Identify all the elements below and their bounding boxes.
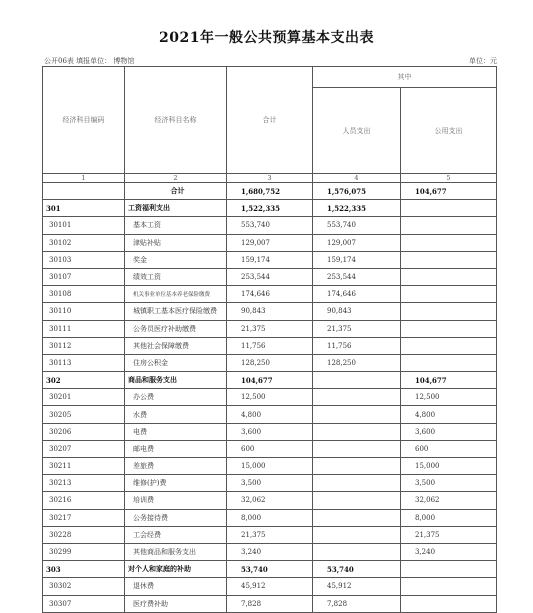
cell-public: [401, 217, 497, 234]
cell-personnel: 128,250: [313, 354, 401, 371]
cell-name: 培训费: [125, 492, 227, 509]
cell-public: 4,800: [401, 406, 497, 423]
cell-public: [401, 303, 497, 320]
cell-public: [401, 251, 497, 268]
cell-total: 128,250: [227, 354, 313, 371]
cell-public: 32,062: [401, 492, 497, 509]
table-row: [43, 354, 497, 371]
cell-total: 129,007: [227, 234, 313, 251]
cell-personnel: 11,756: [313, 337, 401, 354]
cell-total: 12,500: [227, 389, 313, 406]
cell-public: [401, 354, 497, 371]
table-row: [43, 337, 497, 354]
table-row: [43, 458, 497, 475]
cell-name: 邮电费: [125, 440, 227, 457]
cell-personnel: [313, 543, 401, 560]
cell-personnel: [313, 475, 401, 492]
cell-public: [401, 595, 497, 612]
header-total: 合计: [227, 67, 313, 174]
cell-total: 45,912: [227, 578, 313, 595]
cell-total: 21,375: [227, 526, 313, 543]
page-title: 2021年一般公共预算基本支出表: [159, 30, 374, 46]
budget-table: [42, 66, 497, 613]
total-public: 104,677: [401, 183, 497, 200]
cell-public: [401, 578, 497, 595]
cell-code: 30216: [43, 492, 125, 509]
cell-code: 30299: [43, 543, 125, 560]
cell-total: 553,740: [227, 217, 313, 234]
cell-code: 30207: [43, 440, 125, 457]
currency-label: 单位：元: [469, 57, 497, 65]
cell-total: 53,740: [227, 561, 313, 578]
unit-label: 填报单位：: [76, 57, 112, 65]
cell-code: 303: [43, 561, 125, 578]
cell-public: 8,000: [401, 509, 497, 526]
category-row: [43, 561, 497, 578]
cell-name: 住房公积金: [125, 354, 227, 371]
total-code: [43, 183, 125, 200]
cell-code: 30113: [43, 354, 125, 371]
total-label: 合计: [125, 183, 227, 200]
cell-total: 32,062: [227, 492, 313, 509]
cell-code: 30110: [43, 303, 125, 320]
cell-public: [401, 234, 497, 251]
cell-name: 对个人和家庭的补助: [125, 561, 227, 578]
cell-public: 3,500: [401, 475, 497, 492]
cell-public: [401, 200, 497, 217]
cell-name: 其他社会保障缴费: [125, 337, 227, 354]
cell-name: 商品和服务支出: [125, 372, 227, 389]
cell-name: 差旅费: [125, 458, 227, 475]
table-row: [43, 251, 497, 268]
total-amount: 1,680,752: [227, 183, 313, 200]
header-name: 经济科目名称: [125, 67, 227, 174]
cell-public: [401, 268, 497, 285]
cell-public: 3,240: [401, 543, 497, 560]
cell-total: 3,240: [227, 543, 313, 560]
header-code: 经济科目编码: [43, 67, 125, 174]
report-meta: [44, 56, 134, 66]
cell-name: 津贴补贴: [125, 234, 227, 251]
cell-personnel: [313, 372, 401, 389]
table-row: [43, 423, 497, 440]
cell-name: 基本工资: [125, 217, 227, 234]
cell-public: 3,600: [401, 423, 497, 440]
category-row: [43, 200, 497, 217]
table-row: [43, 286, 497, 303]
cell-total: 3,500: [227, 475, 313, 492]
cell-name: 工会经费: [125, 526, 227, 543]
cell-personnel: [313, 526, 401, 543]
cell-total: 600: [227, 440, 313, 457]
cell-personnel: 21,375: [313, 320, 401, 337]
cell-public: 15,000: [401, 458, 497, 475]
column-number: 5: [401, 174, 497, 183]
cell-code: 30213: [43, 475, 125, 492]
cell-total: 90,843: [227, 303, 313, 320]
column-number: 4: [313, 174, 401, 183]
cell-total: 7,828: [227, 595, 313, 612]
cell-public: 104,677: [401, 372, 497, 389]
table-row: [43, 234, 497, 251]
cell-total: 11,756: [227, 337, 313, 354]
cell-name: 公务员医疗补助缴费: [125, 320, 227, 337]
cell-total: 3,600: [227, 423, 313, 440]
cell-public: 600: [401, 440, 497, 457]
cell-personnel: [313, 440, 401, 457]
cell-personnel: 7,828: [313, 595, 401, 612]
table-row: [43, 509, 497, 526]
cell-personnel: 1,522,335: [313, 200, 401, 217]
cell-total: 8,000: [227, 509, 313, 526]
table-row: [43, 320, 497, 337]
cell-code: 30217: [43, 509, 125, 526]
table-row: [43, 492, 497, 509]
cell-code: 30112: [43, 337, 125, 354]
form-label: 公开06表: [44, 57, 74, 65]
cell-code: 30211: [43, 458, 125, 475]
cell-total: 21,375: [227, 320, 313, 337]
cell-name: 电费: [125, 423, 227, 440]
cell-code: 30102: [43, 234, 125, 251]
cell-name: 奖金: [125, 251, 227, 268]
cell-personnel: 553,740: [313, 217, 401, 234]
cell-total: 15,000: [227, 458, 313, 475]
cell-name: 办公费: [125, 389, 227, 406]
total-personnel: 1,576,075: [313, 183, 401, 200]
cell-name: 机关事业单位基本养老保险缴费: [125, 286, 227, 303]
cell-code: 30201: [43, 389, 125, 406]
cell-personnel: [313, 509, 401, 526]
column-number-row: [43, 174, 497, 183]
table-row: [43, 406, 497, 423]
cell-public: [401, 286, 497, 303]
column-number: 1: [43, 174, 125, 183]
cell-personnel: [313, 492, 401, 509]
table-row: [43, 543, 497, 560]
table-row: [43, 303, 497, 320]
cell-name: 医疗费补助: [125, 595, 227, 612]
cell-personnel: 129,007: [313, 234, 401, 251]
cell-total: 4,800: [227, 406, 313, 423]
cell-total: 253,544: [227, 268, 313, 285]
cell-code: 30103: [43, 251, 125, 268]
unit-name: 博物馆: [113, 57, 135, 65]
cell-public: [401, 337, 497, 354]
cell-name: 退休费: [125, 578, 227, 595]
table-row: [43, 440, 497, 457]
cell-personnel: 174,646: [313, 286, 401, 303]
cell-code: 30111: [43, 320, 125, 337]
cell-name: 公务接待费: [125, 509, 227, 526]
table-row: [43, 268, 497, 285]
cell-code: 30302: [43, 578, 125, 595]
cell-personnel: 45,912: [313, 578, 401, 595]
cell-name: 水费: [125, 406, 227, 423]
cell-code: 302: [43, 372, 125, 389]
header-public: 公用支出: [401, 88, 497, 174]
cell-code: 30228: [43, 526, 125, 543]
cell-personnel: [313, 423, 401, 440]
cell-name: 其他商品和服务支出: [125, 543, 227, 560]
table-row: [43, 389, 497, 406]
cell-code: 30307: [43, 595, 125, 612]
cell-personnel: 90,843: [313, 303, 401, 320]
cell-public: 21,375: [401, 526, 497, 543]
header-group: 其中: [313, 67, 497, 88]
cell-total: 104,677: [227, 372, 313, 389]
table-row: [43, 595, 497, 612]
cell-public: 12,500: [401, 389, 497, 406]
cell-name: 城镇职工基本医疗保险缴费: [125, 303, 227, 320]
cell-code: 30205: [43, 406, 125, 423]
cell-code: 30206: [43, 423, 125, 440]
table-row: [43, 475, 497, 492]
column-number: 2: [125, 174, 227, 183]
cell-personnel: 53,740: [313, 561, 401, 578]
cell-name: 维修(护)费: [125, 475, 227, 492]
table-row: [43, 217, 497, 234]
cell-public: [401, 561, 497, 578]
cell-code: 30107: [43, 268, 125, 285]
cell-personnel: [313, 458, 401, 475]
table-row: [43, 526, 497, 543]
column-number: 3: [227, 174, 313, 183]
cell-total: 159,174: [227, 251, 313, 268]
cell-code: 301: [43, 200, 125, 217]
cell-total: 174,646: [227, 286, 313, 303]
cell-public: [401, 320, 497, 337]
header-personnel: 人员支出: [313, 88, 401, 174]
cell-code: 30101: [43, 217, 125, 234]
cell-personnel: 253,544: [313, 268, 401, 285]
cell-personnel: [313, 406, 401, 423]
total-row: [43, 183, 497, 200]
cell-total: 1,522,335: [227, 200, 313, 217]
cell-personnel: [313, 389, 401, 406]
cell-name: 工资福利支出: [125, 200, 227, 217]
cell-personnel: 159,174: [313, 251, 401, 268]
cell-code: 30108: [43, 286, 125, 303]
category-row: [43, 372, 497, 389]
table-row: [43, 578, 497, 595]
cell-name: 绩效工资: [125, 268, 227, 285]
